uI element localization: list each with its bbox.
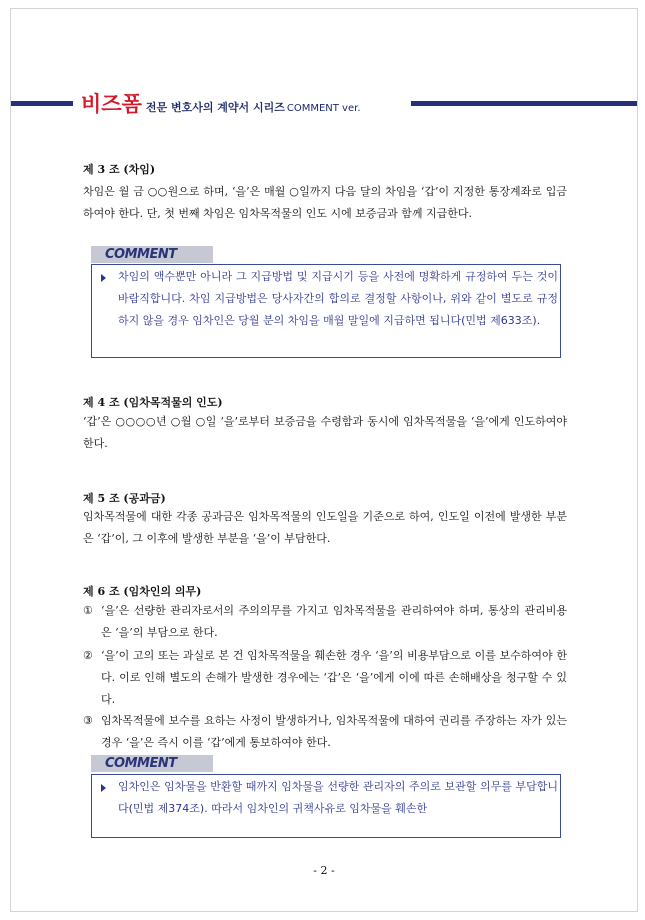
brand-logo-text: 비즈폼 bbox=[81, 92, 142, 116]
list-item bbox=[83, 710, 567, 754]
page-number: - 2 - bbox=[313, 864, 335, 877]
item-text: ‘을’은 선량한 관리자로서의 주의의무를 가지고 임차목적물을 관리하여야 하며, 통상의 관리비용은 ‘을’의 부담으로 한다. bbox=[101, 604, 567, 639]
article-4-body: ‘갑’은 ○○○○년 ○월 ○일 ‘을’로부터 보증금을 수령함과 동시에 임차목적물을 ‘을’에게 인도하여야 한다. bbox=[83, 415, 567, 450]
bullet-arrow-icon bbox=[101, 784, 106, 792]
comment-text: 임차인은 임차물을 반환할 때까지 임차물을 선량한 관리자의 주의로 보관할 의무를 부담합니다(민법 제374조). 따라서 임차인의 귀책사유로 임차물을 훼손한 bbox=[118, 780, 558, 815]
article-4-title: 제 4 조 (임차목적물의 인도) bbox=[83, 396, 223, 409]
item-text: ‘을’이 고의 또는 과실로 본 건 임차목적물을 훼손한 경우 ‘을’의 비용부담으로 이를 보수하여야 한다. 이로 인해 별도의 손해가 발생한 경우에는 ‘갑’은 ‘을’에게 이에 따른 손해배상을 청구할 수 있다. bbox=[101, 649, 567, 706]
comment-label: COMMENT bbox=[91, 246, 213, 263]
article-5-body: 임차목적물에 대한 각종 공과금은 임차목적물의 인도일을 기준으로 하여, 인도일 이전에 발생한 부분은 ‘갑’이, 그 이후에 발생한 부분을 ‘을’이 부담한다. bbox=[83, 510, 567, 545]
item-number: ② bbox=[83, 649, 93, 662]
article-3-body: 차임은 월 금 ○○원으로 하며, ‘을’은 매월 ○일까지 다음 달의 차임을 ‘갑’이 지정한 통장계좌로 입금하여야 한다. 단, 첫 번째 차임은 임차목적물의 인도 시에 보증금과 함께 지급한다. bbox=[83, 185, 567, 220]
bullet-arrow-icon bbox=[101, 274, 106, 282]
document-page bbox=[10, 8, 638, 912]
item-text: 임차목적물에 보수를 요하는 사정이 발생하거나, 임차목적물에 대하여 권리를 주장하는 자가 있는 경우 ‘을’은 즉시 이를 ‘갑’에게 통보하여야 한다. bbox=[101, 714, 567, 749]
article-5-title: 제 5 조 (공과금) bbox=[83, 492, 166, 505]
header-rule-right bbox=[411, 101, 637, 106]
item-number: ① bbox=[83, 604, 93, 617]
comment-text: 차임의 액수뿐만 아니라 그 지급방법 및 지급시기 등을 사전에 명확하게 규정하여 두는 것이 바람직합니다. 차임 지급방법은 당사자간의 합의로 결정할 사항이나, 위와 같이 별도로 규정하지 않을 경우 임차인은 당월 분의 차임을 매월 말일에 지급하면 됩니다(민법 제633조). bbox=[118, 270, 558, 327]
article-6-title: 제 6 조 (임차인의 의무) bbox=[83, 585, 202, 598]
article-3-title: 제 3 조 (차임) bbox=[83, 163, 156, 176]
header-rule-left bbox=[11, 101, 73, 106]
list-item bbox=[83, 645, 567, 711]
comment-box bbox=[91, 774, 561, 838]
item-number: ③ bbox=[83, 714, 93, 727]
header-title bbox=[81, 88, 361, 118]
document-header bbox=[11, 88, 637, 114]
series-version: COMMENT ver. bbox=[286, 103, 361, 114]
list-item bbox=[83, 600, 567, 644]
comment-label: COMMENT bbox=[91, 755, 213, 772]
series-title: 전문 변호사의 계약서 시리즈 bbox=[145, 101, 285, 114]
comment-box bbox=[91, 264, 561, 358]
